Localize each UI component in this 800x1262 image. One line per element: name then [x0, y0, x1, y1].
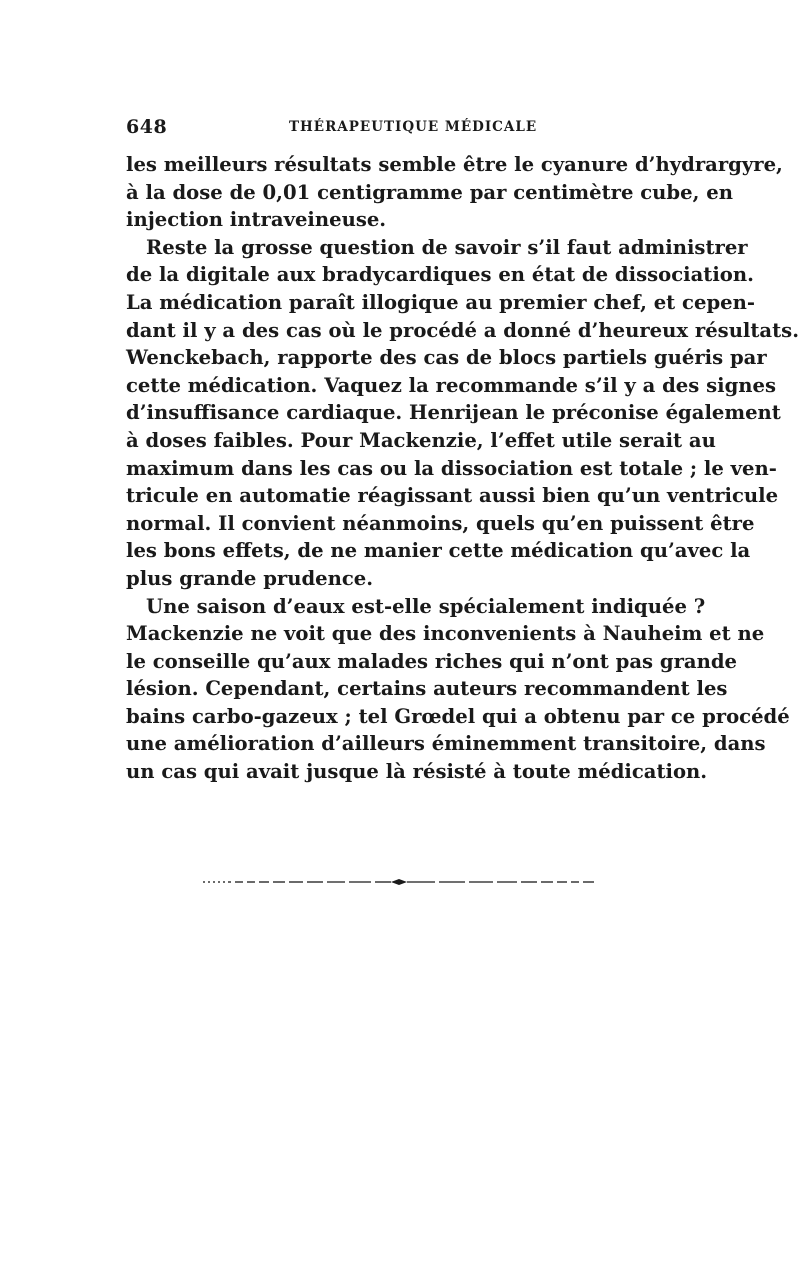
text-line: Wenckebach, rapporte des cas de blocs partiels guéris par: [126, 346, 767, 370]
text-line: bains carbo-gazeux ; tel Grœdel qui a obtenu par ce procédé: [126, 704, 790, 728]
text-line: de la digitale aux bradycardiques en état de dissociation.: [126, 263, 754, 287]
running-title: THÉRAPEUTIQUE MÉDICALE: [289, 119, 538, 135]
running-head: [126, 116, 676, 140]
text-line: normal. Il convient néanmoins, quels qu’en puissent être: [126, 511, 755, 535]
text-line: Reste la grosse question de savoir s’il faut administrer: [146, 235, 748, 259]
text-line: une amélioration d’ailleurs éminemment transitoire, dans: [126, 732, 766, 756]
text-line: les meilleurs résultats semble être le cyanure d’hydrargyre,: [126, 153, 783, 176]
text-line: le conseille qu’aux malades riches qui n’ont pas grande: [126, 649, 737, 673]
text-line: à doses faibles. Pour Mackenzie, l’effet utile serait au: [126, 428, 716, 452]
text-line: dant il y a des cas où le procédé a donné d’heureux résultats.: [126, 318, 800, 342]
page-number: 648: [126, 116, 168, 138]
text-line: lésion. Cependant, certains auteurs recommandent les: [126, 677, 728, 701]
body-text: [126, 151, 800, 786]
text-line: tricule en automatie réagissant aussi bien qu’un ventricule: [126, 484, 779, 508]
section-end-rule: [203, 878, 595, 886]
text-line: maximum dans les cas ou la dissociation est totale ; le ven-: [126, 456, 777, 480]
text-line: à la dose de 0,01 centigramme par centimètre cube, en: [126, 180, 733, 204]
text-line: injection intraveineuse.: [126, 208, 387, 232]
text-line: plus grande prudence.: [126, 566, 374, 590]
text-line: Mackenzie ne voit que des inconvenients à Nauheim et ne: [126, 622, 765, 646]
text-line: d’insuffisance cardiaque. Henrijean le préconise également: [126, 401, 781, 425]
text-line: un cas qui avait jusque là résisté à toute médication.: [126, 760, 708, 784]
text-line: La médication paraît illogique au premier chef, et cepen-: [126, 290, 755, 314]
text-line: cette médication. Vaquez la recommande s’il y a des signes: [126, 373, 777, 397]
text-line: les bons effets, de ne manier cette médication qu’avec la: [126, 539, 751, 563]
text-line: Une saison d’eaux est-elle spécialement indiquée ?: [146, 594, 706, 618]
